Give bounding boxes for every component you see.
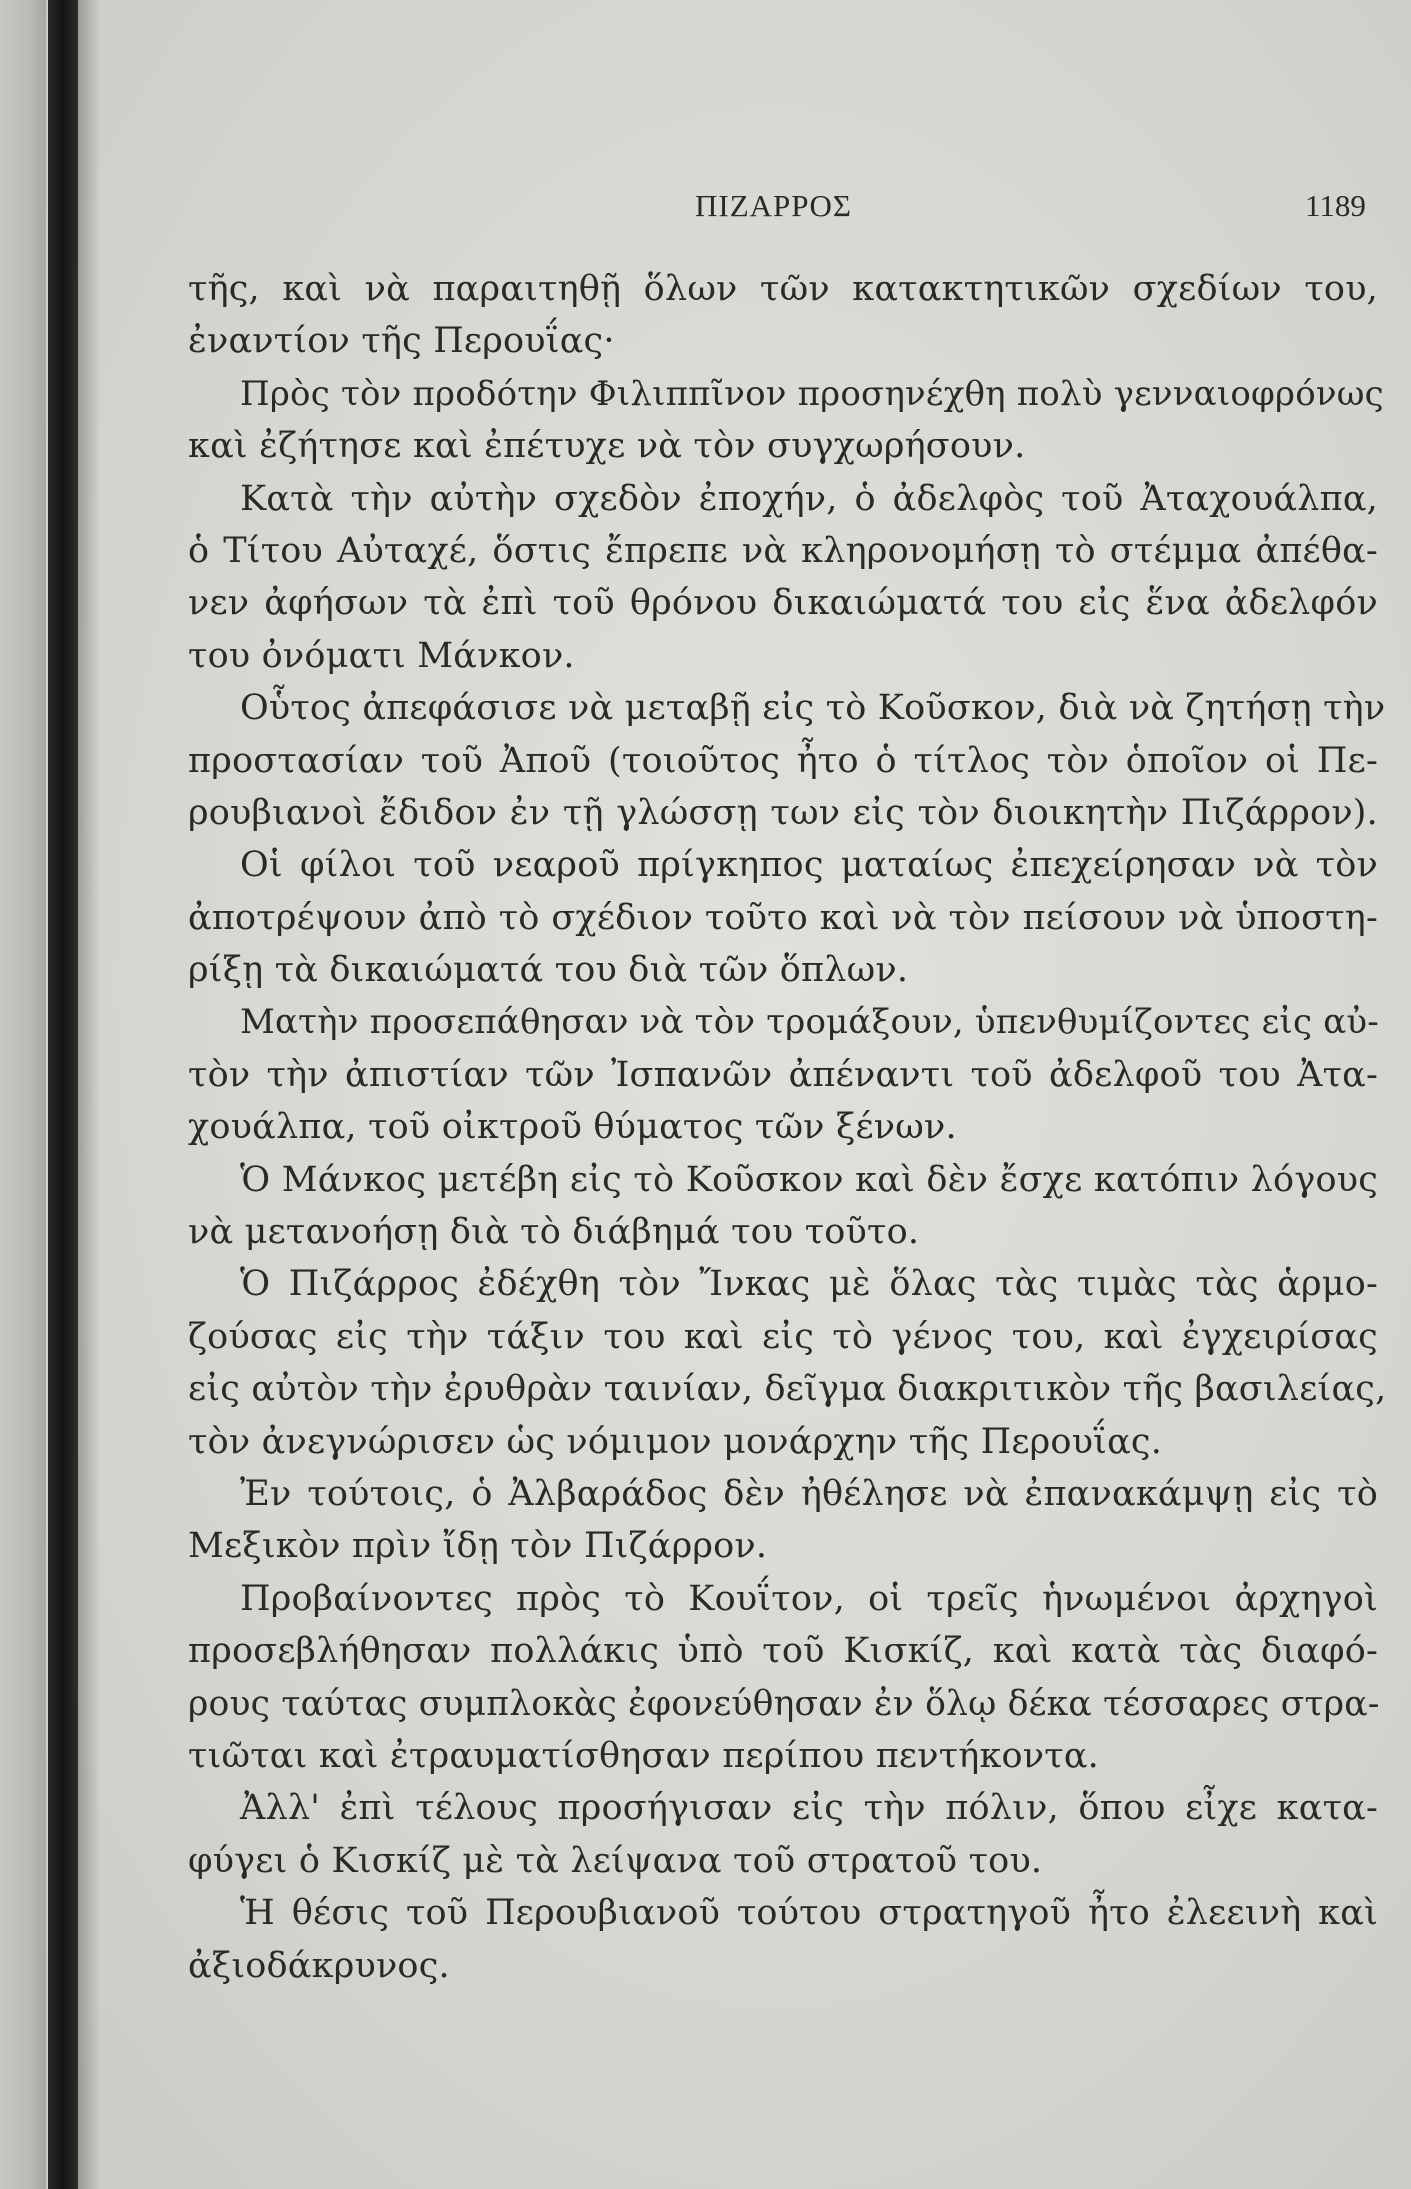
text-line: Οὗτος ἀπεφάσισε νὰ μεταβῇ εἰς τὸ Κοῦσκον, διὰ νὰ ζητήσῃ τὴν [240, 688, 1386, 729]
text-line: Ἐν τούτοις, ὁ Ἀλβαράδος δὲν ἠθέλησε νὰ ἐπανακάμψῃ εἰς τὸ [240, 1473, 1378, 1514]
text-line: τὸν τὴν ἀπιστίαν τῶν Ἰσπανῶν ἀπέναντι τοῦ ἀδελφοῦ του Ἀτα- [188, 1054, 1378, 1095]
text-line: Οἱ φίλοι τοῦ νεαροῦ πρίγκηπος ματαίως ἐπεχείρησαν νὰ τὸν [240, 845, 1378, 886]
text-line: ζούσας εἰς τὴν τάξιν του καὶ εἰς τὸ γένος του, καὶ ἐγχειρίσας [188, 1316, 1378, 1357]
body-text [188, 263, 1387, 1992]
text-line: ρους ταύτας συμπλοκὰς ἐφονεύθησαν ἐν ὅλῳ δέκα τέσσαρες στρα- [188, 1683, 1380, 1724]
page-number: 1189 [1305, 188, 1366, 223]
text-line: φύγει ὁ Κισκίζ μὲ τὰ λείψανα τοῦ στρατοῦ του. [188, 1840, 1043, 1881]
text-line: Κατὰ τὴν αὐτὴν σχεδὸν ἐποχήν, ὁ ἀδελφὸς τοῦ Ἀταχουάλπα, [240, 478, 1378, 519]
text-line: ἀποτρέψουν ἀπὸ τὸ σχέδιον τοῦτο καὶ νὰ τὸν πείσουν νὰ ὑποστη- [188, 897, 1378, 938]
text-line: Ὁ Πιζάρρος ἐδέχθη τὸν Ἴνκας μὲ ὅλας τὰς τιμὰς τὰς ἁρμο- [240, 1264, 1378, 1305]
text-line: νὰ μετανοήσῃ διὰ τὸ διάβημά του τοῦτο. [188, 1212, 920, 1253]
text-line: τὸν ἀνεγνώρισεν ὡς νόμιμον μονάρχην τῆς Περουΐας. [188, 1421, 1163, 1462]
text-line: ἀξιοδάκρυνος. [188, 1945, 450, 1986]
text-line: Ἡ θέσις τοῦ Περουβιανοῦ τούτου στρατηγοῦ ἦτο ἐλεεινὴ καὶ [240, 1893, 1378, 1934]
text-line: ρίξῃ τὰ δικαιώματά του διὰ τῶν ὅπλων. [188, 950, 909, 991]
running-head-title: ΠΙΖΑΡΡΟΣ [695, 188, 852, 223]
text-line: τῆς, καὶ νὰ παραιτηθῇ ὅλων τῶν κατακτητικῶν σχεδίων του, [188, 269, 1378, 309]
running-header [180, 188, 1380, 228]
text-line: τιῶται καὶ ἐτραυματίσθησαν περίπου πεντήκοντα. [188, 1735, 1099, 1776]
text-line: χουάλπα, τοῦ οἰκτροῦ θύματος τῶν ξένων. [188, 1107, 957, 1148]
text-line: Ματὴν προσεπάθησαν νὰ τὸν τρομάξουν, ὑπενθυμίζοντες εἰς αὐ- [240, 1002, 1379, 1043]
binding-shadow [0, 0, 46, 2189]
book-binding [48, 0, 78, 2189]
text-line: Ὁ Μάνκος μετέβη εἰς τὸ Κοῦσκον καὶ δὲν ἔσχε κατόπιν λόγους [240, 1159, 1378, 1200]
binding-edge-shadow [78, 0, 100, 2189]
text-line: Μεξικὸν πρὶν ἴδῃ τὸν Πιζάρρον. [188, 1526, 768, 1567]
text-line: προσεβλήθησαν πολλάκις ὑπὸ τοῦ Κισκίζ, καὶ κατὰ τὰς διαφό- [188, 1631, 1378, 1672]
text-line: ὁ Τίτου Αὐταχέ, ὅστις ἔπρεπε νὰ κληρονομήσῃ τὸ στέμμα ἀπέθα- [188, 530, 1378, 571]
text-line: προστασίαν τοῦ Ἀποῦ (τοιοῦτος ἦτο ὁ τίτλος τὸν ὁποῖον οἱ Πε- [188, 740, 1378, 781]
text-line: ἐναντίον τῆς Περουΐας· [188, 321, 615, 362]
text-line: καὶ ἐζήτησε καὶ ἐπέτυχε νὰ τὸν συγχωρήσουν. [188, 426, 1026, 467]
text-line: ρουβιανοὶ ἔδιδον ἐν τῇ γλώσσῃ των εἰς τὸν διοικητὴν Πιζάρρον). [188, 792, 1378, 833]
text-line: εἰς αὐτὸν τὴν ἐρυθρὰν ταινίαν, δεῖγμα διακριτικὸν τῆς βασιλείας, [188, 1369, 1387, 1410]
text-line: Πρὸς τὸν προδότην Φιλιππῖνον προσηνέχθη πολὺ γενναιοφρόνως [240, 373, 1384, 414]
text-line: νεν ἀφήσων τὰ ἐπὶ τοῦ θρόνου δικαιώματά του εἰς ἕνα ἀδελφόν [188, 583, 1378, 624]
text-line: Προβαίνοντες πρὸς τὸ Κουΐτον, οἱ τρεῖς ἡνωμένοι ἀρχηγοὶ [240, 1578, 1378, 1619]
text-line: Ἀλλ' ἐπὶ τέλους προσήγισαν εἰς τὴν πόλιν, ὅπου εἶχε κατα- [240, 1788, 1378, 1829]
text-line: του ὀνόματι Μάνκον. [188, 635, 575, 676]
